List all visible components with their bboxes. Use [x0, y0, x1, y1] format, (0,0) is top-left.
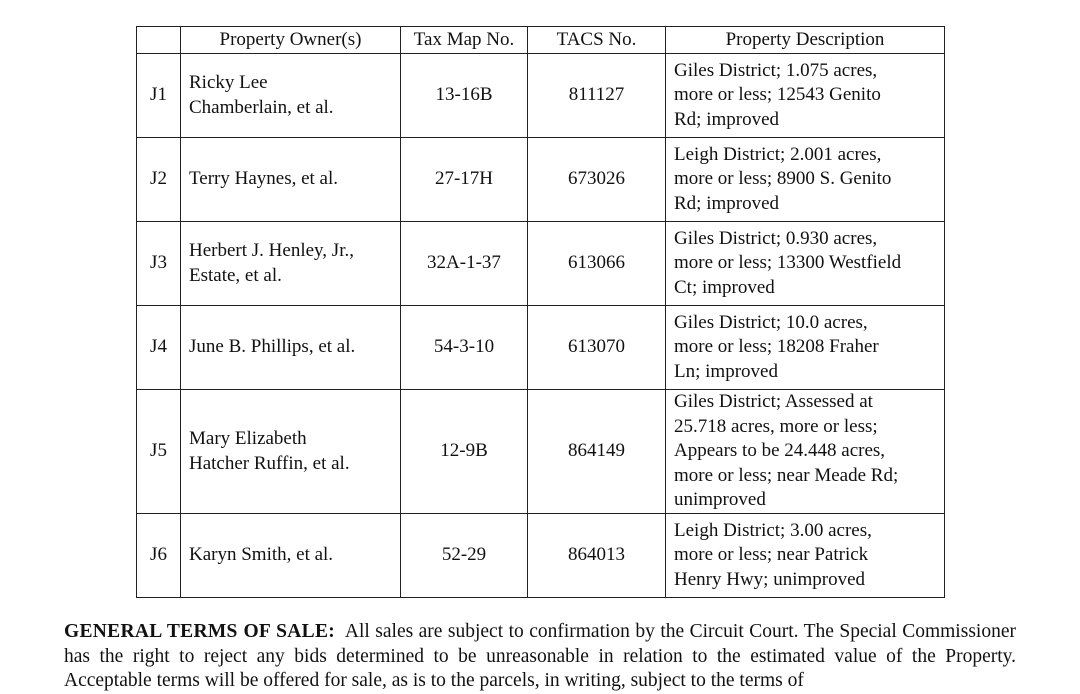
table-row — [137, 222, 945, 306]
cell-description-line: Giles District; 0.930 acres, — [674, 227, 878, 249]
general-terms — [64, 620, 1016, 694]
cell-owner-line: Hatcher Ruffin, et al. — [189, 452, 350, 474]
cell-description-line: more or less; near Meade Rd; — [674, 464, 899, 486]
terms-line: the Property. Acceptable terms will be offered for sale, as is to the parcels, in writing, subject to the terms of — [64, 645, 1016, 691]
cut-off-previous-text — [64, 0, 764, 6]
cell-description-line: Henry Hwy; unimproved — [674, 568, 866, 590]
table-row — [137, 514, 945, 598]
cell-description-line: Giles District; 10.0 acres, — [674, 311, 868, 333]
cell-tax-map: 12-9B — [401, 390, 528, 514]
cell-description-line: Giles District; Assessed at — [674, 391, 873, 413]
cell-tacs: 613070 — [528, 306, 666, 390]
cell-description-line: more or less; 18208 Fraher — [674, 336, 879, 358]
cell-description-line: unimproved — [674, 489, 766, 511]
terms-line: All sales are subject to confirmation by the Circuit Court. The Special — [344, 621, 897, 642]
table-row — [137, 390, 945, 514]
cell-description-line: Rd; improved — [674, 192, 780, 214]
cell-owner — [181, 306, 401, 390]
property-table — [136, 26, 945, 598]
table-row — [137, 306, 945, 390]
cell-owner-line: Estate, et al. — [189, 264, 282, 286]
cell-description-line: Leigh District; 2.001 acres, — [674, 143, 882, 165]
cell-description-line: Giles District; 1.075 acres, — [674, 59, 878, 81]
table-row — [137, 54, 945, 138]
cell-owner-line: Chamberlain, et al. — [189, 96, 334, 118]
cell-id: J4 — [137, 306, 181, 390]
cell-description — [666, 306, 945, 390]
cell-description — [666, 390, 945, 514]
terms-line: Commissioner has the right to reject any bids determined to be unreasonable in relation to the estimated value of — [64, 621, 1016, 667]
cell-owner — [181, 222, 401, 306]
cell-tax-map: 32A-1-37 — [401, 222, 528, 306]
cell-owner-line: Mary Elizabeth — [189, 428, 307, 449]
cell-description — [666, 54, 945, 138]
table-row — [137, 138, 945, 222]
cell-owner — [181, 54, 401, 138]
cell-owner — [181, 514, 401, 598]
cell-owner-line: Terry Haynes, et al. — [189, 168, 339, 190]
cell-description-line: Appears to be 24.448 acres, — [674, 440, 886, 462]
cell-description-line: 25.718 acres, more or less; — [674, 415, 878, 437]
cell-tax-map: 52-29 — [401, 514, 528, 598]
header-tax-map: Tax Map No. — [401, 27, 528, 54]
terms-heading: GENERAL TERMS OF SALE: — [64, 621, 336, 642]
cell-tax-map: 27-17H — [401, 138, 528, 222]
cell-description — [666, 514, 945, 598]
cell-description — [666, 222, 945, 306]
cell-owner — [181, 138, 401, 222]
cell-tacs: 613066 — [528, 222, 666, 306]
cell-tacs: 864149 — [528, 390, 666, 514]
cell-owner-line: June B. Phillips, et al. — [189, 336, 356, 358]
cell-description-line: more or less; 8900 S. Genito — [674, 168, 892, 190]
cell-id: J3 — [137, 222, 181, 306]
cell-owner-line: Herbert J. Henley, Jr., — [189, 240, 354, 261]
cell-id: J1 — [137, 54, 181, 138]
cell-description-line: Leigh District; 3.00 acres, — [674, 519, 872, 541]
cell-owner-line: Karyn Smith, et al. — [189, 544, 334, 566]
cell-description-line: Ct; improved — [674, 276, 775, 298]
header-description: Property Description — [666, 27, 945, 54]
cell-id: J6 — [137, 514, 181, 598]
table-header-row — [137, 27, 945, 54]
cell-id: J5 — [137, 390, 181, 514]
cell-description-line: more or less; near Patrick — [674, 544, 869, 566]
cell-tax-map: 13-16B — [401, 54, 528, 138]
header-owner: Property Owner(s) — [181, 27, 401, 54]
header-tacs: TACS No. — [528, 27, 666, 54]
cell-description-line: more or less; 12543 Genito — [674, 84, 881, 106]
header-id — [137, 27, 181, 54]
cell-description-line: Ln; improved — [674, 360, 778, 382]
cell-tax-map: 54-3-10 — [401, 306, 528, 390]
cell-owner-line: Ricky Lee — [189, 72, 268, 93]
cell-description-line: more or less; 13300 Westfield — [674, 252, 902, 274]
cell-tacs: 673026 — [528, 138, 666, 222]
cell-id: J2 — [137, 138, 181, 222]
cell-tacs: 864013 — [528, 514, 666, 598]
cell-tacs: 811127 — [528, 54, 666, 138]
cell-description-line: Rd; improved — [674, 108, 780, 130]
cell-owner — [181, 390, 401, 514]
cell-description — [666, 138, 945, 222]
